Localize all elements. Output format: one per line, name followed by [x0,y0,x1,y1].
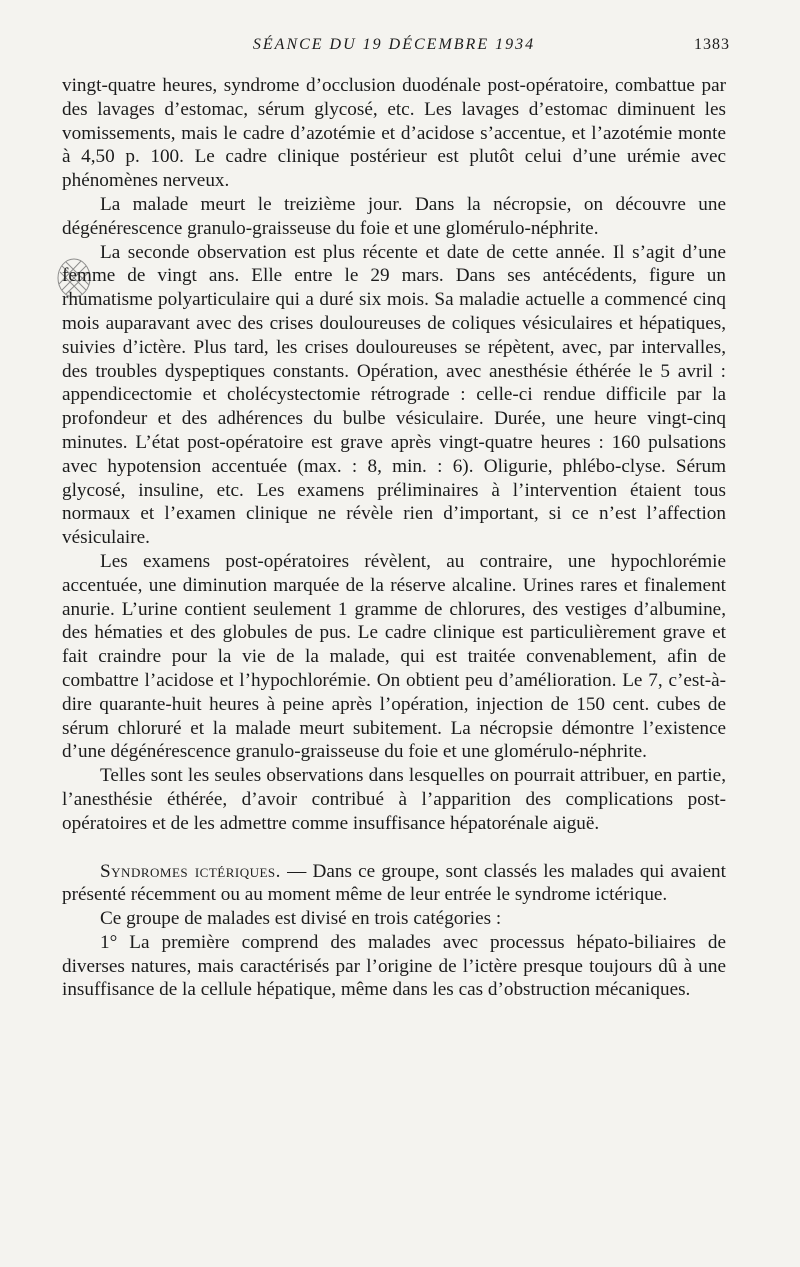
running-title: SÉANCE DU 19 DÉCEMBRE 1934 [252,36,536,53]
page-number: 1383 [694,36,730,53]
paragraph-2: La malade meurt le treizième jour. Dans la nécropsie, on découvre une dégénérescence granulo-graisseuse du foie et une glomérulo-néphrite. [62,193,726,239]
paragraph-6-text: — Dans ce groupe, sont classés les malades qui avaient présenté récemment ou au moment même de leur entrée le syndrome ictérique. [62,860,726,906]
document-page [62,0,730,1267]
paragraph-5: Telles sont les seules observations dans lesquelles on pourrait attribuer, en partie, l’anesthésie éthérée, d’avoir contribué à l’apparition des complications post-opératoires et de les admettre comme insuffisance hépatorénale aiguë. [62,765,726,834]
body-text [62,74,726,1002]
section-heading: Syndromes ictériques. [100,860,281,882]
running-head [62,36,730,58]
paragraph-4: Les examens post-opératoires révèlent, au contraire, une hypochlorémie accentuée, une diminution marquée de la réserve alcaline. Urines rares et finalement anurie. L’urine contient seulement 1 gramme de chlorures, des vestiges d’albumine, des hématies et des globules de pus. Le cadre clinique est particulièrement grave et fait craindre pour la vie de la malade, qui est traitée convenablement, afin de combattre l’acidose et l’hypochlorémie. On obtient peu d’amélioration. Le 7, c’est-à-dire quarante-huit heures à peine après l’opération, injection de 150 cent. cubes de sérum chloruré et la malade meurt subitement. La nécropsie démontre l’existence d’une dégénérescence granulo-graisseuse du foie et une glomérulo-néphrite. [62,550,726,763]
paragraph-7: Ce groupe de malades est divisé en trois catégories : [100,908,502,930]
paragraph-6 [62,860,726,908]
paragraph-8: 1° La première comprend des malades avec processus hépato-biliaires de diverses natures, mais caractérisés par l’origine de l’ictère presque toujours dû à une insuffisance de la cellule hépatique, même dans les cas d’obstruction mécaniques. [62,931,726,1001]
paragraph-3: La seconde observation est plus récente et date de cette année. Il s’agit d’une femme de vingt ans. Elle entre le 29 mars. Dans ses antécédents, figure un rhumatisme polyarticulaire qui a duré six mois. Sa maladie actuelle a commencé cinq mois auparavant avec des crises douloureuses de coliques vésiculaires et hépatiques, suivies d’ictère. Plus tard, les crises douloureuses se répètent, avec, par intervalles, des troubles dyspeptiques constants. Opération, avec anesthésie éthérée le 5 avril : appendicectomie et cholécystectomie rétrograde : celle-ci rendue difficile par la profondeur et des adhérences du bulbe vésiculaire. Durée, une heure vingt-cinq minutes. L’état post-opératoire est grave après vingt-quatre heures : 160 pulsations avec hypotension accentuée (max. : 8, min. : 6). Oligurie, phlébo-clyse. Sérum glycosé, insuline, etc. Les examens préliminaires à l’intervention étaient tous normaux et l’examen clinique ne révèle rien d’important, si ce n’est l’affection vésiculaire. [62,241,726,549]
paragraph-1: vingt-quatre heures, syndrome d’occlusion duodénale post-opératoire, combattue par des lavages d’estomac, sérum glycosé, etc. Les lavages d’estomac diminuent les vomissements, mais le cadre d’azotémie et d’acidose s’accentue, et l’azotémie monte à 4,50 p. 100. Le cadre clinique postérieur est plutôt celui d’une urémie avec phénomènes nerveux. [62,75,726,192]
